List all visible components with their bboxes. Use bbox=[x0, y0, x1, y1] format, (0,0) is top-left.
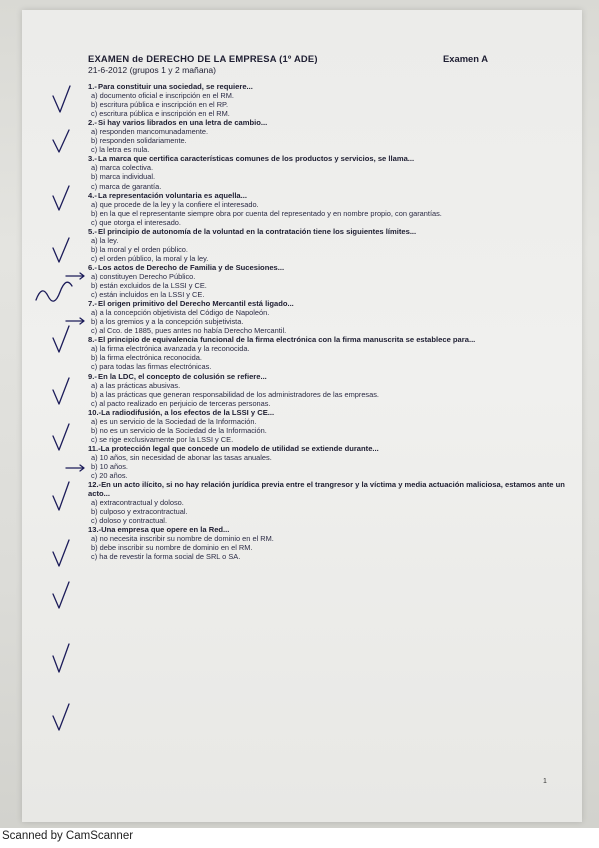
question-number: 1.- bbox=[88, 82, 97, 91]
question-text: En la LDC, el concepto de colusión se refiere... bbox=[98, 371, 267, 381]
answer-option: c) el orden público, la moral y la ley. bbox=[91, 253, 209, 263]
question-text: La marca que certifica características comunes de los productos y servicios, se llama... bbox=[98, 154, 415, 164]
answer-option: a) la firma electrónica avanzada y la reconocida. bbox=[91, 344, 250, 354]
answer-option: b) a las prácticas que generan responsabilidad de los administradores de las empresas. bbox=[91, 389, 379, 399]
answer-option: c) 20 años. bbox=[91, 471, 128, 481]
answer-option: c) están incluidos en la LSSI y CE. bbox=[91, 290, 205, 300]
question-text: Para constituir una sociedad, se requiere... bbox=[98, 82, 253, 91]
question-text: En un acto ilícito, si no hay relación jurídica previa entre el trangresor y la víctima y media actuación maliciosa, estamos ante un acto... bbox=[88, 480, 565, 499]
question-number: 6.- bbox=[88, 262, 97, 272]
question-stem bbox=[88, 408, 568, 417]
answer-option: c) al pacto realizado en perjuicio de terceras personas. bbox=[91, 398, 271, 408]
question-stem bbox=[88, 191, 568, 200]
question-stem bbox=[88, 227, 568, 236]
answer-option: b) responden solidariamente. bbox=[91, 136, 187, 146]
question-number: 2.- bbox=[88, 118, 97, 128]
answer-option: b) la firma electrónica reconocida. bbox=[91, 353, 202, 363]
page-number: 1 bbox=[543, 778, 547, 785]
question-number: 13.- bbox=[88, 525, 102, 535]
answer-option: b) escritura pública e inscripción en el RP. bbox=[91, 100, 229, 110]
question-number: 10.- bbox=[88, 407, 102, 417]
answer-option: c) para todas las firmas electrónicas. bbox=[91, 362, 212, 372]
answer-option: a) constituyen Derecho Público. bbox=[91, 271, 196, 281]
question-number: 8.- bbox=[88, 335, 97, 345]
exam-version-label: Examen A bbox=[443, 53, 488, 64]
question-number: 12.- bbox=[88, 480, 102, 490]
answer-option: a) que procede de la ley y la confiere el interesado. bbox=[91, 199, 259, 209]
question-stem bbox=[88, 154, 568, 163]
answer-option: a) responden mancomunadamente. bbox=[91, 127, 209, 137]
question-stem bbox=[88, 480, 568, 498]
answer-option: b) están excluidos de la LSSI y CE. bbox=[91, 281, 207, 291]
answer-option: a) a la concepción objetivista del Código de Napoleón. bbox=[91, 308, 270, 318]
exam-date: 21-6-2012 (grupos 1 y 2 mañana) bbox=[88, 65, 217, 75]
question-text: La radiodifusión, a los efectos de la LSSI y CE... bbox=[101, 407, 275, 417]
answer-option: b) la moral y el orden público. bbox=[91, 244, 188, 254]
question-number: 11.- bbox=[88, 443, 101, 453]
question-stem bbox=[88, 263, 568, 272]
question-number: 4.- bbox=[88, 190, 97, 200]
exam-header bbox=[88, 53, 488, 65]
question-text: La protección legal que concede un modelo de utilidad se extiende durante... bbox=[100, 443, 379, 453]
question-stem bbox=[88, 118, 568, 127]
answer-option: b) a los gremios y a la concepción subjetivista. bbox=[91, 317, 244, 327]
answer-option: b) marca individual. bbox=[91, 172, 156, 182]
answer-option: c) ha de revestir la forma social de SRL o SA. bbox=[91, 552, 241, 562]
answer-option: c) al Cco. de 1885, pues antes no había Derecho Mercantil. bbox=[91, 326, 287, 336]
exam-title: EXAMEN de DERECHO DE LA EMPRESA (1º ADE) bbox=[88, 53, 318, 64]
question-text: El principio de autonomía de la voluntad en la contratación tiene los siguientes límites... bbox=[98, 226, 417, 236]
question-list bbox=[88, 82, 568, 561]
question-stem bbox=[88, 525, 568, 534]
answer-option: c) escritura pública e inscripción en el RM. bbox=[91, 109, 230, 119]
answer-option: a) extracontractual y doloso. bbox=[91, 498, 184, 508]
answer-option: a) es un servicio de la Sociedad de la Información. bbox=[91, 416, 257, 426]
answer-option: a) marca colectiva. bbox=[91, 163, 154, 173]
exam-document bbox=[88, 53, 568, 561]
answer-option: b) debe inscribir su nombre de dominio en el RM. bbox=[91, 543, 253, 553]
answer-option: a) documento oficial e inscripción en el RM. bbox=[91, 91, 234, 101]
answer-option: b) 10 años. bbox=[91, 461, 128, 471]
question-text: La representación voluntaria es aquella... bbox=[98, 190, 247, 200]
answer-option: c) doloso y contractual. bbox=[91, 516, 167, 526]
question-stem bbox=[88, 82, 568, 91]
question-stem bbox=[88, 444, 568, 453]
question-stem bbox=[88, 299, 568, 308]
answer-option: b) en la que el representante siempre obra por cuenta del representado y en nombre propio, con garantías. bbox=[91, 208, 442, 218]
question-text: Si hay varios librados en una letra de cambio... bbox=[98, 118, 268, 128]
question-text: El origen primitivo del Derecho Mercantil está ligado... bbox=[98, 299, 294, 309]
question-stem bbox=[88, 372, 568, 381]
answer-option: c) se rige exclusivamente por la LSSI y CE. bbox=[91, 434, 234, 444]
answer-option: a) no necesita inscribir su nombre de dominio en el RM. bbox=[91, 534, 274, 544]
scanner-footer: Scanned by CamScanner bbox=[2, 830, 134, 842]
answer-option: b) no es un servicio de la Sociedad de la Información. bbox=[91, 425, 267, 435]
question-number: 7.- bbox=[88, 299, 97, 309]
question-number: 9.- bbox=[88, 371, 97, 381]
question-text: Los actos de Derecho de Familia y de Sucesiones... bbox=[98, 262, 285, 272]
question-number: 5.- bbox=[88, 226, 97, 236]
answer-option: a) a las prácticas abusivas. bbox=[91, 380, 181, 390]
question-text: El principio de equivalencia funcional de la firma electrónica con la firma manuscrita se establece para... bbox=[98, 335, 476, 345]
answer-option: b) culposo y extracontractual. bbox=[91, 507, 188, 517]
answer-option: c) marca de garantía. bbox=[91, 181, 162, 191]
question-number: 3.- bbox=[88, 154, 97, 164]
answer-option: a) 10 años, sin necesidad de abonar las tasas anuales. bbox=[91, 452, 272, 462]
answer-option: c) la letra es nula. bbox=[91, 145, 150, 155]
answer-option: a) la ley. bbox=[91, 235, 119, 245]
question-text: Una empresa que opere en la Red... bbox=[101, 525, 230, 535]
question-stem bbox=[88, 335, 568, 344]
answer-option: c) que otorga el interesado. bbox=[91, 217, 181, 227]
